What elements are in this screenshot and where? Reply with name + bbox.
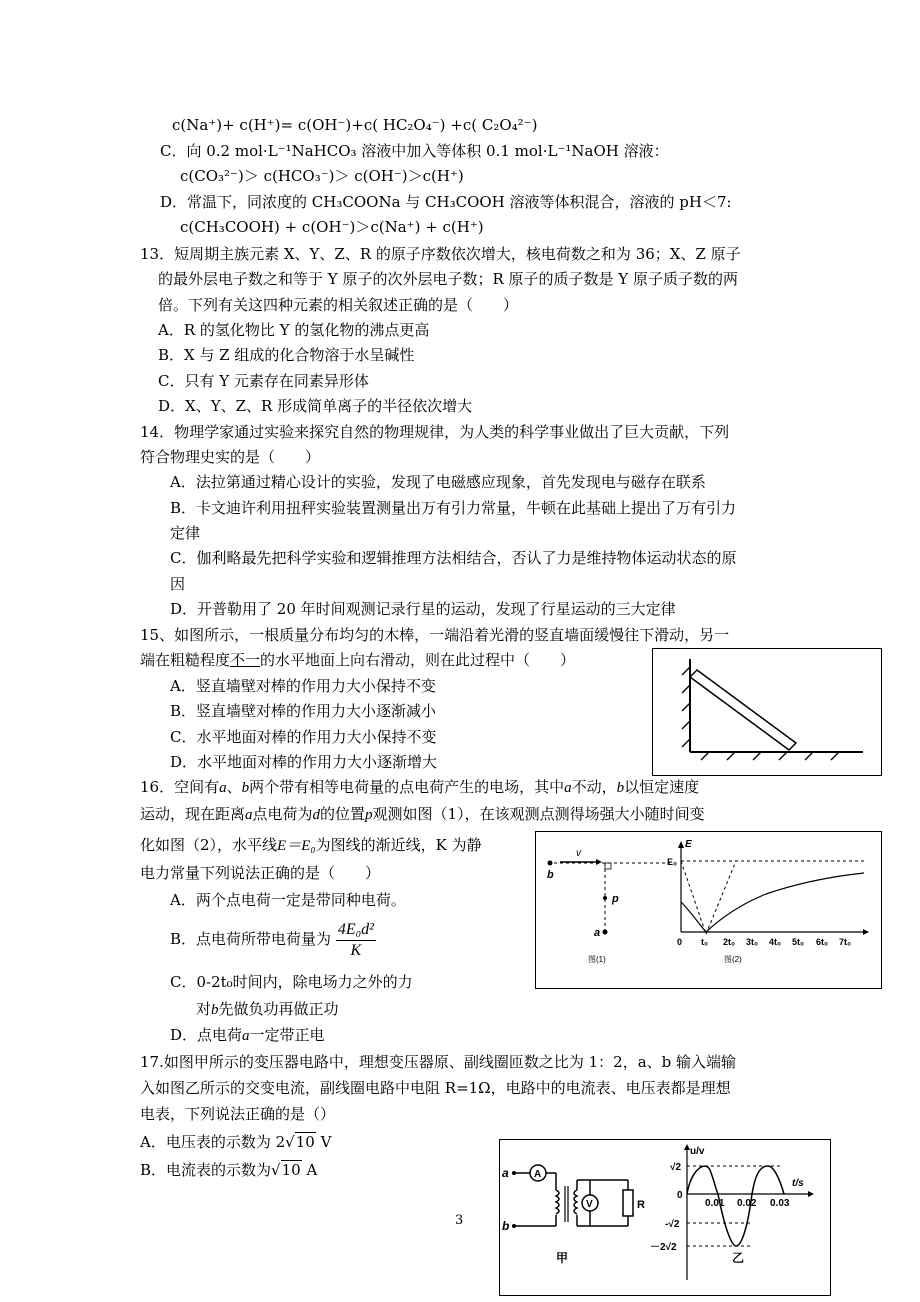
tick-5t0: 5t₀ — [792, 937, 805, 947]
tick-6t0: 6t₀ — [816, 937, 829, 947]
q15-line2-a: 端在粗糙程度 — [140, 651, 231, 669]
wave-first-half — [687, 1166, 718, 1194]
q14-option-a: A．法拉第通过精心设计的实验，发现了电磁感应现象，首先发现电与磁存在联系 — [170, 473, 706, 491]
ammeter-label: A — [534, 1169, 542, 1180]
charge-b-label: b — [547, 869, 554, 881]
resistor — [623, 1190, 633, 1216]
q14-line1: 14．物理学家通过实验来探究自然的物理规律，为人类的科学事业做出了巨大贡献，下列 — [140, 423, 730, 441]
q16-option-c2 — [196, 1000, 339, 1019]
fraction-denominator: K — [350, 941, 362, 959]
tick-t0: t₀ — [701, 937, 709, 947]
q17-transformer-svg — [500, 1140, 830, 1295]
q17-transformer-figure — [499, 1139, 831, 1296]
fig2-caption: 图(2) — [724, 955, 742, 964]
fraction-numerator: 4E₀d² — [336, 920, 376, 941]
neg2-label: －2√2 — [650, 1242, 677, 1253]
q16-l1i: 以恒定速度 — [624, 778, 700, 796]
figure-yi-label: 乙 — [732, 1251, 745, 1265]
tick-0: 0 — [677, 937, 683, 947]
secondary-coil — [574, 1190, 577, 1214]
q13-line3: 倍。下列有关这四种元素的相关叙述正确的是（ ） — [158, 296, 519, 314]
q16-option-b-fraction — [336, 920, 376, 961]
q14-option-b1: B．卡文迪许利用扭秤实验装置测量出万有引力常量，牛顿在此基础上提出了万有引力 — [170, 499, 737, 517]
q14-line2: 符合物理史实的是（ ） — [140, 448, 321, 466]
q16-c2a: 对 — [196, 1000, 212, 1018]
q15-rod-svg — [653, 649, 881, 775]
q15-line2-c: 的水平地面上向右滑动，则在此过程中（ ） — [260, 651, 576, 669]
right-angle-mark — [605, 863, 611, 869]
point-p-dot — [603, 896, 607, 900]
q16-field-figure — [535, 831, 882, 989]
q16-l1h: b — [616, 780, 625, 796]
q16-db: a — [242, 1028, 250, 1044]
page-number: 3 — [455, 1213, 464, 1228]
e0-label: E₀ — [667, 857, 678, 867]
q13-option-d: D．X、Y、Z、R 形成简单离子的半径依次增大 — [158, 397, 473, 415]
terminal-a-label: a — [502, 1166, 509, 1180]
q16-l3c: 为图线的渐近线，K 为静 — [315, 836, 482, 854]
field-curve — [681, 873, 864, 932]
q17-b-unit: A — [301, 1161, 318, 1179]
q16-line4: 电力常量下列说法正确的是（ ） — [140, 864, 381, 882]
voltmeter-label: V — [586, 1199, 593, 1210]
q16-line2 — [140, 805, 705, 824]
q16-option-c1: C．0-2t₀时间内，除电场力之外的力 — [170, 973, 413, 991]
q16-c2c: 先做负功再做正功 — [218, 1000, 339, 1018]
dashed-right — [706, 861, 736, 934]
point-p-label: p — [612, 893, 619, 905]
q16-l2g: 观测如图（1），在该观测点测得场强大小随时间变 — [372, 805, 705, 823]
terminal-b-label: b — [502, 1219, 510, 1233]
sqrt-sign: √ — [285, 1133, 295, 1151]
neg-label: -√2 — [665, 1219, 680, 1230]
q14-option-d: D．开普勒用了 20 年时间观测记录行星的运动，发现了行星运动的三大定律 — [170, 600, 676, 618]
figure-jia-label: 甲 — [556, 1251, 569, 1265]
e-axis-arrow — [678, 841, 684, 848]
fig1-caption: 图(1) — [588, 955, 606, 964]
q16-field-svg — [536, 832, 881, 988]
q14-option-c2: 因 — [170, 575, 186, 593]
q14-option-c1: C．伽利略最先把科学实验和逻辑推理方法相结合，否认了力是维持物体运动状态的原 — [170, 549, 737, 567]
q16-l2f: p — [365, 807, 373, 823]
charge-b-dot — [548, 861, 553, 866]
q12-c-line1: C．向 0.2 mol·L⁻¹NaHCO₃ 溶液中加入等体积 0.1 mol·L⁻¹NaOH 溶液： — [160, 142, 669, 160]
time-axis-label: t/s — [792, 1178, 804, 1189]
q13-option-b: B．X 与 Z 组成的化合物溶于水呈碱性 — [158, 346, 415, 364]
q12-c-line2: c(CO₃²⁻)＞ c(HCO₃⁻)＞ c(OH⁻)＞c(H⁺) — [180, 167, 464, 185]
q17-option-b — [140, 1161, 317, 1179]
q17-a-radicand: 10 — [295, 1133, 315, 1151]
charge-a-label: a — [594, 927, 601, 939]
t-ticks — [677, 937, 851, 947]
q17-a-text: A．电压表的示数为 2 — [140, 1133, 286, 1151]
t-axis-arrow — [863, 929, 869, 935]
tick-4t0: 4t₀ — [769, 937, 782, 947]
wall-hatching — [682, 667, 690, 747]
q16-da: D．点电荷 — [170, 1026, 243, 1044]
wooden-rod — [690, 670, 796, 750]
q16-l3a: 化如图（2），水平线 — [140, 836, 278, 854]
q16-l2e: 的位置 — [320, 805, 366, 823]
tick-3t0: 3t₀ — [746, 937, 759, 947]
q13-line1: 13．短周期主族元素 X、Y、Z、R 的原子序数依次增大，核电荷数之和为 36；X、Z 原子 — [140, 245, 741, 263]
q17-line2: 入如图乙所示的交变电流，副线圈电路中电阻 R=1Ω，电路中的电流表、电压表都是理想 — [140, 1079, 731, 1097]
q16-l3b: E＝E₀ — [277, 838, 316, 854]
u-axis-label: u/v — [690, 1146, 705, 1157]
q17-b-radicand: 10 — [281, 1161, 301, 1179]
q12-d-line1: D．常温下，同浓度的 CH₃COONa 与 CH₃COOH 溶液等体积混合，溶液的 pH＜7: — [160, 193, 732, 211]
q14-option-b2: 定律 — [170, 524, 201, 542]
sqrt-sign: √ — [271, 1161, 281, 1179]
q15-line2 — [140, 651, 575, 669]
tick-003: 0.03 — [770, 1198, 790, 1209]
q15-option-b: B．竖直墙壁对棒的作用力大小逐渐减小 — [170, 702, 437, 720]
q13-option-a: A．R 的氢化物比 Y 的氢化物的沸点更高 — [158, 321, 430, 339]
charge-a-dot — [603, 930, 608, 935]
q17-b-text: B．电流表的示数为 — [140, 1161, 272, 1179]
wave-third-half — [752, 1166, 784, 1194]
q16-option-d — [170, 1026, 325, 1045]
time-axis-arrow — [808, 1191, 814, 1197]
q16-l1b: a — [219, 780, 227, 796]
e-axis-label: E — [685, 839, 692, 850]
floor-hatching — [701, 752, 839, 760]
q16-l2d: d — [312, 807, 321, 823]
q16-l2c: 点电荷为 — [252, 805, 313, 823]
q15-line1: 15、如图所示，一根质量分布均匀的木棒，一端沿着光滑的竖直墙面缓慢往下滑动，另一 — [140, 626, 730, 644]
velocity-label: v — [576, 848, 581, 859]
zero-label: 0 — [677, 1190, 683, 1201]
terminal-a — [512, 1171, 516, 1175]
tick-2t0: 2t₀ — [723, 937, 736, 947]
q16-option-a: A．两个点电荷一定是带同种电荷。 — [170, 891, 406, 909]
dashed-left — [681, 861, 706, 934]
q17-line3: 电表，下列说法正确的是（） — [140, 1105, 336, 1123]
q15-underlined-text: 不一 — [230, 651, 261, 669]
q17-option-a — [140, 1133, 331, 1151]
q16-l1g: 不动， — [571, 778, 617, 796]
q15-option-a: A．竖直墙壁对棒的作用力大小保持不变 — [170, 677, 436, 695]
tick-001: 0.01 — [705, 1198, 725, 1209]
terminal-b — [512, 1224, 516, 1228]
q16-l1c: 、 — [226, 778, 242, 796]
q12-d-line2: c(CH₃COOH) + c(OH⁻)＞c(Na⁺) + c(H⁺) — [180, 218, 484, 236]
q16-dc: 一定带正电 — [249, 1026, 325, 1044]
q16-l1d: b — [241, 780, 250, 796]
resistor-label: R — [637, 1199, 645, 1211]
q16-c2b: b — [211, 1002, 219, 1018]
q12-b-line2: c(Na⁺)+ c(H⁺)= c(OH⁻)+c( HC₂O₄⁻) +c( C₂O₄²⁻) — [172, 116, 538, 134]
q13-option-c: C．只有 Y 元素存在同素异形体 — [158, 372, 369, 390]
q16-l1a: 16．空间有 — [140, 778, 220, 796]
q15-rod-figure — [652, 648, 882, 776]
primary-coil — [556, 1190, 559, 1214]
q15-option-c: C．水平地面对棒的作用力大小保持不变 — [170, 728, 437, 746]
circuit-jia — [514, 1165, 633, 1226]
q16-l1f: a — [564, 780, 572, 796]
pos-peak-label: √2 — [670, 1162, 682, 1173]
q13-line2: 的最外层电子数之和等于 Y 原子的次外层电子数；R 原子的质子数是 Y 原子质子数的两 — [158, 270, 738, 288]
q16-l2b: a — [245, 807, 253, 823]
q17-line1: 17.如图甲所示的变压器电路中，理想变压器原、副线圈匝数之比为 1：2，a、b 输入端输 — [140, 1053, 737, 1071]
q16-l2a: 运动，现在距离 — [140, 805, 246, 823]
q16-line3 — [140, 836, 482, 855]
tick-002: 0.02 — [737, 1198, 757, 1209]
q16-l1e: 两个带有相等电荷量的点电荷产生的电场，其中 — [249, 778, 565, 796]
velocity-arrowhead — [596, 859, 602, 865]
tick-7t0: 7t₀ — [839, 937, 852, 947]
q17-a-unit: V — [315, 1133, 332, 1151]
q15-option-d: D．水平地面对棒的作用力大小逐渐增大 — [170, 753, 438, 771]
q16-line1 — [140, 778, 699, 797]
q16-option-b — [170, 917, 376, 961]
q16-option-b-text: B．点电荷所带电荷量为 — [170, 930, 332, 948]
